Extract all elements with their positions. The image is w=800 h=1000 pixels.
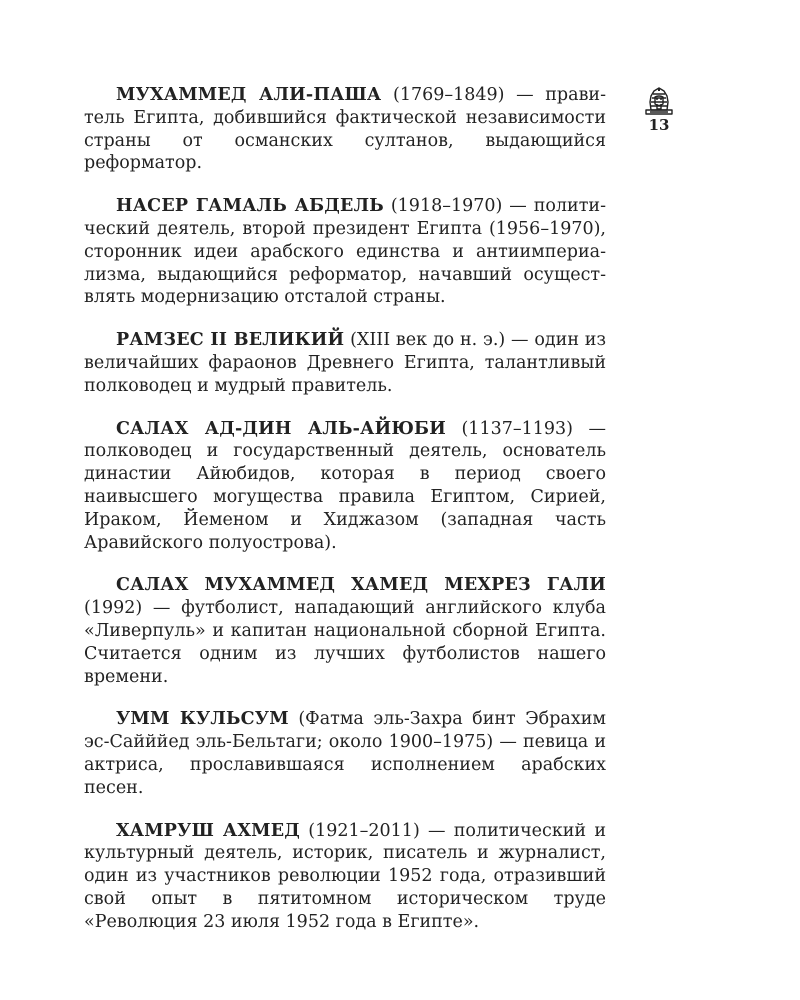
page-number: 13 bbox=[648, 116, 670, 134]
entry-description: (1918–1970) — политический деятель, второй президент Египта (1956–1970), сторонник идеи арабского единства и антиимпериализма, выдающийся реформатор, начавший осуществлять модернизацию отсталой страны. bbox=[84, 196, 606, 308]
entry-description: (XIII век до н. э.) — один из величайших фараонов Древнего Египта, талантливый полководец и мудрый правитель. bbox=[84, 330, 607, 396]
entry-name: МУХАММЕД АЛИ-ПАША bbox=[116, 85, 382, 105]
pharaoh-head-icon bbox=[642, 86, 676, 116]
entry-salah-ad-din bbox=[84, 418, 606, 555]
entry-nasser-gamal-abdel bbox=[84, 195, 606, 309]
entry-umm-kulthum bbox=[84, 708, 606, 799]
entry-mohamed-salah bbox=[84, 574, 606, 688]
entry-name: НАСЕР ГАМАЛЬ АБДЕЛЬ bbox=[116, 196, 384, 217]
entry-description: (1137–1193) — полководец и государственный деятель, основатель династии Айюбидов, которая в период своего наивысшего могущества правила Египтом, Сирией, Ираком, Йеменом и Хиджазом (западная часть Аравийского полуострова). bbox=[84, 418, 606, 553]
entry-description: (1992) — футболист, нападающий английского клуба «Ливерпуль» и капитан национальной сборной Египта. Считается одним из лучших футболистов нашего времени. bbox=[84, 598, 606, 687]
entry-description: (1769–1849) — правитель Египта, добившийся фактической независимости страны от османских султанов, выдающийся реформатор. bbox=[84, 85, 607, 174]
entry-name: РАМЗЕС II ВЕЛИКИЙ bbox=[116, 330, 345, 351]
entry-description: (1921–2011) — политический и культурный деятель, историк, писатель и журналист, один из участников революции 1952 года, отразивший свой опыт в пятитомном историческом труде «Революция 23 июля 1952 года в Египте». bbox=[84, 820, 606, 932]
entry-name: САЛАХ МУХАММЕД ХАМЕД МЕХРЕЗ ГАЛИ bbox=[116, 575, 606, 596]
entry-name: УММ КУЛЬСУМ bbox=[116, 709, 289, 730]
entry-name: САЛАХ АД-ДИН АЛЬ-АЙЮБИ bbox=[116, 418, 446, 439]
entry-hamroush-ahmed bbox=[84, 820, 606, 934]
entry-description: (Фатма эль-Захра бинт Эбрахим эс-Сайййед эль-Бельтаги; около 1900–1975) — певица и актриса, прославившаяся исполнением арабских песен. bbox=[84, 709, 606, 798]
entry-name: ХАМРУШ АХМЕД bbox=[116, 820, 301, 841]
entry-muhammad-ali-pasha bbox=[84, 84, 606, 175]
glossary-text-column bbox=[84, 84, 606, 954]
page-marker bbox=[638, 86, 680, 134]
entry-ramses-ii bbox=[84, 329, 606, 397]
